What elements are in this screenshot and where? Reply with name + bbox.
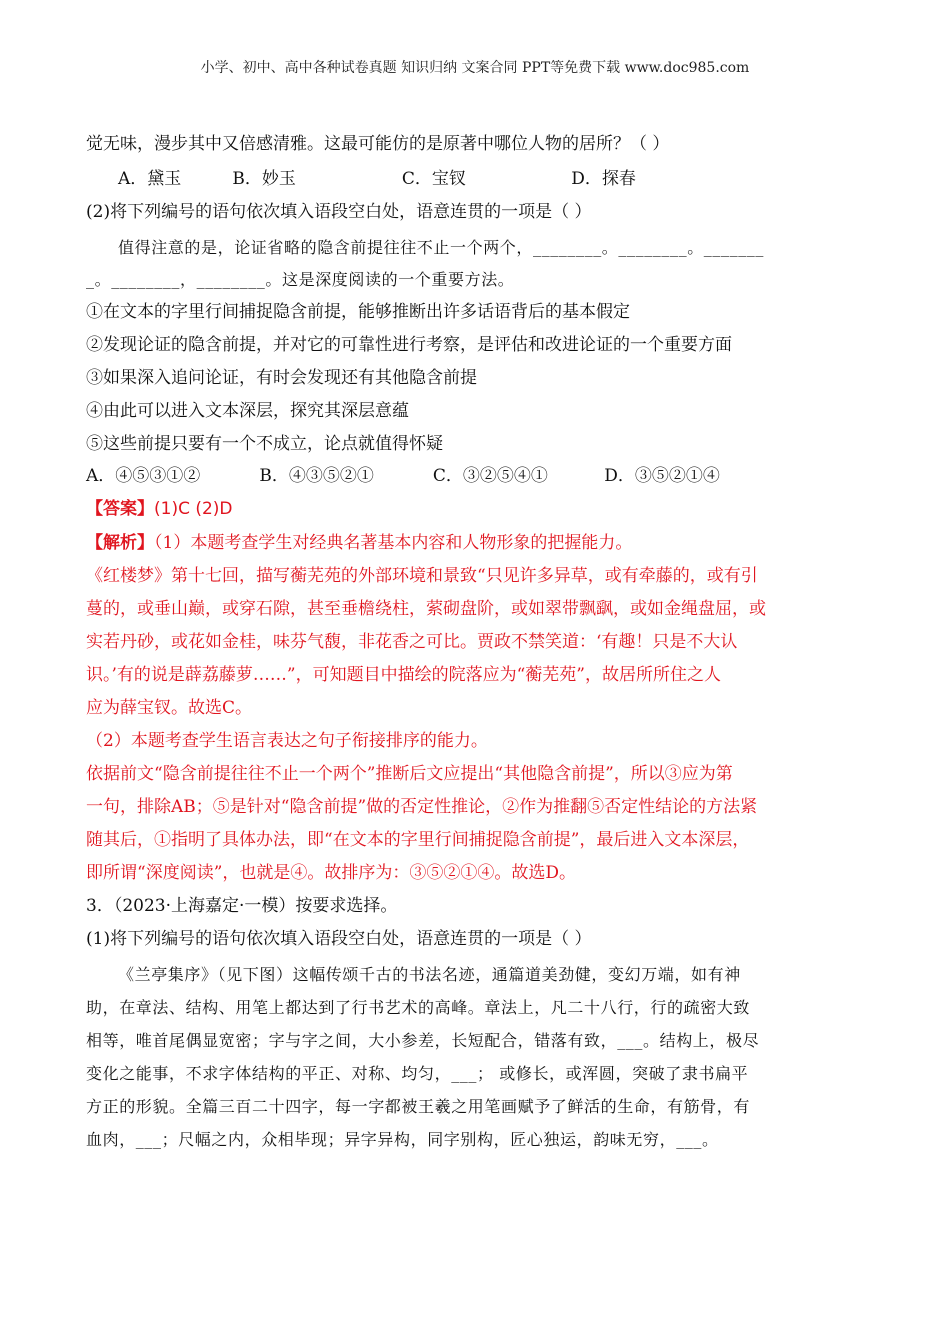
q2-item: ②发现论证的隐含前提，并对它的可靠性进行考察，是评估和改进论证的一个重要方面 [86, 335, 732, 355]
analysis-text: （2）本题考查学生语言表达之句子衔接排序的能力。 [86, 731, 488, 751]
analysis-text: 《红楼梦》第十七回，描写蘅芜苑的外部环境和景致“只见许多异草，或有牵藤的，或有引 [86, 566, 758, 586]
q2-item: ④由此可以进入文本深层，探究其深层意蕴 [86, 401, 409, 421]
page-header: 小学、初中、高中各种试卷真题 知识归纳 文案合同 PPT等免费下载 www.doc985.com [200, 60, 750, 76]
analysis-text: （1）本题考查学生对经典名著基本内容和人物形象的把握能力。 [154, 533, 633, 553]
q2-option-d: D．③⑤②①④ [604, 466, 720, 486]
q3-passage-line: 变化之能事，不求字体结构的平正、对称、均匀，___； 或修长，或浑圆，突破了隶书扁平 [86, 1064, 749, 1083]
q2-option-a: A．④⑤③①② [86, 466, 201, 486]
q3-passage-line: 《兰亭集序》（见下图）这幅传颂千古的书法名迹，通篇道美劲健，变幻万端，如有神 [118, 965, 741, 984]
q3-passage-line: 相等，唯首尾偶显宽密；字与字之间，大小参差，长短配合，错落有致，___。结构上，极尽 [86, 1031, 760, 1050]
q2-item: ③如果深入追问论证，有时会发现还有其他隐含前提 [86, 368, 477, 388]
q2-option-c: C．③②⑤④① [432, 466, 548, 486]
analysis-text: 识。’有的说是薜荔藤萝……”，可知题目中描绘的院落应为“蘅芜苑”，故居所所住之人 [86, 665, 721, 685]
q3-passage-line: 血肉，___；尺幅之内，众相毕现；异字异构，同字别构，匠心独运，韵味无穷，___。 [86, 1130, 719, 1149]
analysis-tag: 【解析】 [86, 533, 154, 553]
analysis-text: 蔓的，或垂山巅，或穿石隙，甚至垂檐绕柱，萦砌盘阶，或如翠带飘飖，或如金绳盘屈，或 [86, 599, 766, 619]
analysis-text: 随其后，①指明了具体办法，即“在文本的字里行间捕捉隐含前提”，最后进入文本深层， [86, 830, 750, 850]
analysis-text: 即所谓“深度阅读”，也就是④。故排序为：③⑤②①④。故选D。 [86, 863, 577, 883]
q2-item: ⑤这些前提只要有一个不成立，论点就值得怀疑 [86, 434, 443, 454]
q3-passage-line: 助，在章法、结构、用笔上都达到了行书艺术的高峰。章法上，凡二十八行，行的疏密大致 [86, 998, 751, 1017]
q2-stem: (2)将下列编号的语句依次填入语段空白处，语意连贯的一项是（ ） [86, 202, 592, 222]
q1-option-c: C．宝钗 [401, 169, 466, 189]
q1-options [118, 168, 636, 190]
analysis-line [86, 532, 632, 554]
q1-option-b: B．妙玉 [232, 169, 296, 189]
q2-options [86, 465, 720, 487]
analysis-text: 一句，排除AB；⑤是针对“隐含前提”做的否定性推论，②作为推翻⑤否定性结论的方法紧 [86, 797, 758, 817]
answer-text: (1)C (2)D [154, 499, 233, 519]
answer-line [86, 498, 233, 520]
analysis-text: 依据前文“隐含前提往往不止一个两个”推断后文应提出“其他隐含前提”，所以③应为第 [86, 764, 733, 784]
q3-stem: (1)将下列编号的语句依次填入语段空白处，语意连贯的一项是（ ） [86, 929, 592, 949]
q3-title: 3．（2023·上海嘉定·一模）按要求选择。 [86, 896, 398, 916]
q2-passage-line: 值得注意的是，论证省略的隐含前提往往不止一个两个，________。________。_______ [118, 238, 765, 257]
q3-passage-line: 方正的形貌。全篇三百二十四字，每一字都被王羲之用笔画赋予了鲜活的生命，有筋骨，有 [86, 1097, 751, 1116]
analysis-text: 应为薛宝钗。故选C。 [86, 698, 253, 718]
answer-tag: 【答案】 [86, 499, 154, 519]
q2-passage-line: _。________，________。这是深度阅读的一个重要方法。 [86, 270, 515, 289]
q2-item: ①在文本的字里行间捕捉隐含前提，能够推断出许多话语背后的基本假定 [86, 302, 630, 322]
question-continuation: 觉无味，漫步其中又倍感清雅。这最可能仿的是原著中哪位人物的居所？（ ） [86, 134, 670, 154]
q1-option-d: D．探春 [571, 169, 636, 189]
analysis-text: 实若丹砂，或花如金桂，味芬气馥，非花香之可比。贾政不禁笑道：‘有趣！只是不大认 [86, 632, 738, 652]
q2-option-b: B．④③⑤②① [259, 466, 374, 486]
q1-option-a: A．黛玉 [118, 169, 182, 189]
